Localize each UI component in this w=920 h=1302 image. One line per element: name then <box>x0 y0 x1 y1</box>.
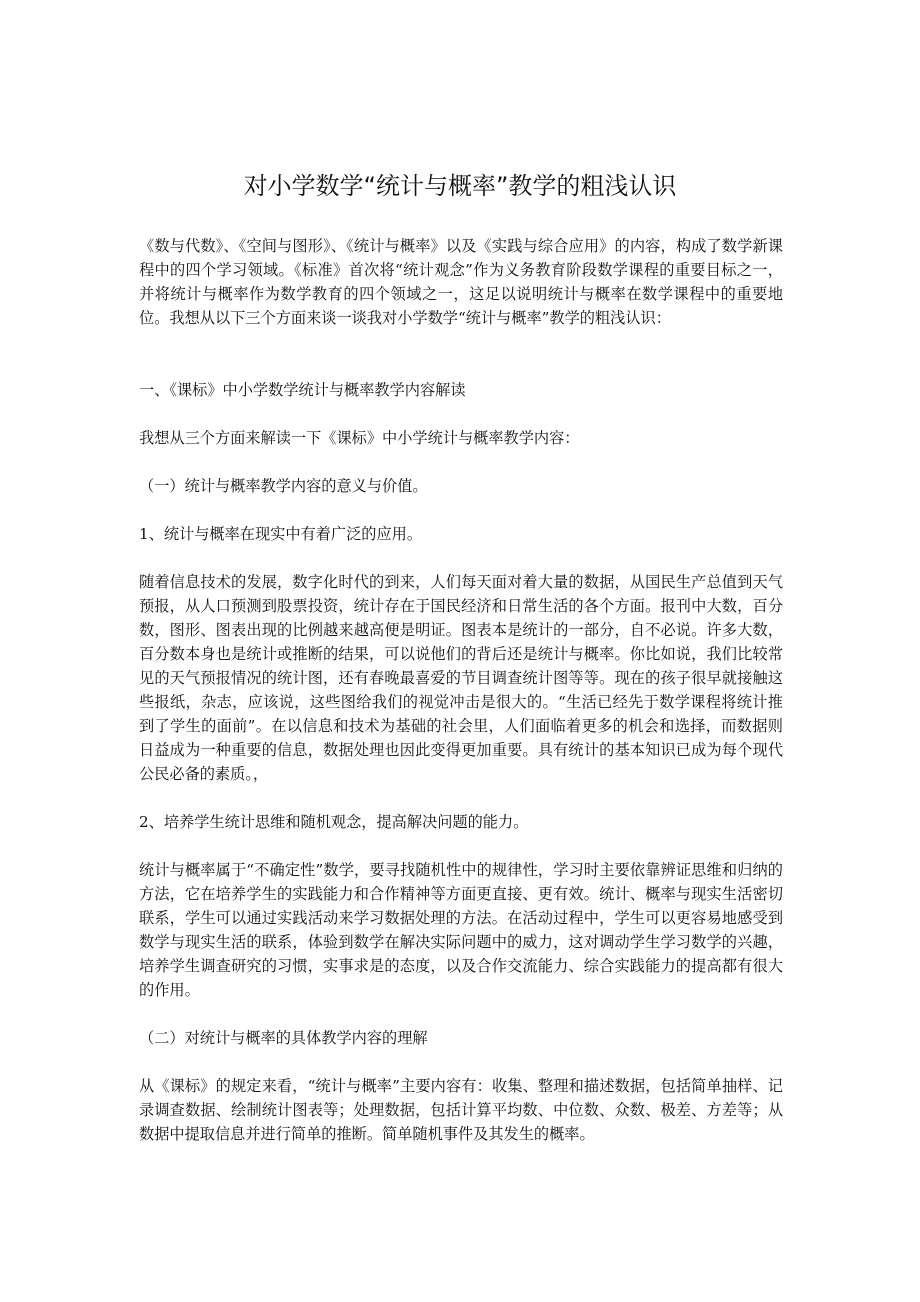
point-heading-1: 1、统计与概率在现实中有着广泛的应用。 <box>139 525 423 543</box>
document-title: 对小学数学“统计与概率”教学的粗浅认识 <box>243 172 677 200</box>
subsection-heading-1: （一）统计与概率教学内容的意义与价值。 <box>139 477 428 495</box>
intro-paragraph: 《数与代数》、《空间与图形》、《统计与概率》以及《实践与综合应用》的内容，构成了数学新课程中的四个学习领域。《标准》首次将“统计观念”作为义务教育阶段数学课程的重要目标之一，并将统计与概率作为数学教育的四个领域之一，这足以说明统计与概率在数学课程中的重要地位。我想从以下三个方面来谈一谈我对小学数学“统计与概率”教学的粗浅认识： <box>139 237 783 327</box>
body-paragraph-2: 统计与概率属于“不确定性”数学，要寻找随机性中的规律性，学习时主要依靠辨证思维和归纳的方法，它在培养学生的实践能力和合作精神等方面更直接、更有效。统计、概率与现实生活密切联系，学生可以通过实践活动来学习数据处理的方法。在活动过程中，学生可以更容易地感受到数学与现实生活的联系，体验到数学在解决实际问题中的威力，这对调动学生学习数学的兴趣，培养学生调查研究的习惯，实事求是的态度，以及合作交流能力、综合实践能力的提高都有很大的作用。 <box>139 861 783 999</box>
section-heading-1: 一、《课标》中小学数学统计与概率教学内容解读 <box>139 381 466 399</box>
subsection-heading-2: （二）对统计与概率的具体教学内容的理解 <box>139 1029 428 1047</box>
body-paragraph-3: 从《课标》的规定来看，“统计与概率”主要内容有：收集、整理和描述数据，包括简单抽样、记录调查数据、绘制统计图表等；处理数据，包括计算平均数、中位数、众数、极差、方差等；从数据中提取信息并进行简单的推断。简单随机事件及其发生的概率。 <box>139 1077 783 1143</box>
section-lead-paragraph: 我想从三个方面来解读一下《课标》中小学统计与概率教学内容： <box>139 429 580 447</box>
point-heading-2: 2、培养学生统计思维和随机观念，提高解决问题的能力。 <box>139 813 529 831</box>
body-paragraph-1: 随着信息技术的发展，数字化时代的到来，人们每天面对着大量的数据，从国民生产总值到天气预报，从人口预测到股票投资，统计存在于国民经济和日常生活的各个方面。报刊中大数，百分数，图形、图表出现的比例越来越高便是明证。图表本是统计的一部分，自不必说。许多大数，百分数本身也是统计或推断的结果，可以说他们的背后还是统计与概率。你比如说，我们比较常见的天气预报情况的统计图，还有春晚最喜爱的节目调查统计图等等。现在的孩子很早就接触这些报纸，杂志，应该说，这些图给我们的视觉冲击是很大的。“生活已经先于数学课程将统计推到了学生的面前”。在以信息和技术为基础的社会里，人们面临着更多的机会和选择，而数据则日益成为一种重要的信息，数据处理也因此变得更加重要。具有统计的基本知识已成为每个现代公民必备的素质。， <box>139 573 783 783</box>
